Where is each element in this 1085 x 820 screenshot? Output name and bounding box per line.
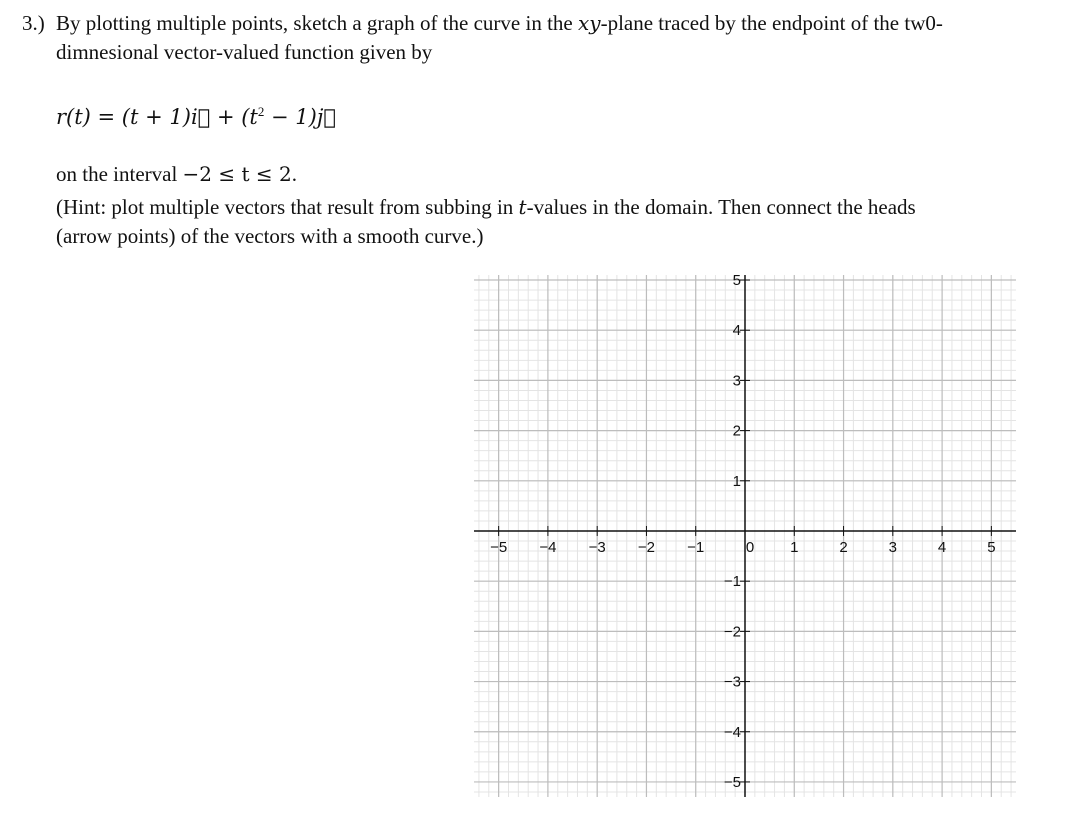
interval-line (56, 161, 297, 187)
j-unit-vector: j⃗ (316, 105, 336, 129)
hint-line-2: (arrow points) of the vectors with a smooth curve.) (56, 224, 484, 248)
x-tick-label: 3 (888, 538, 897, 556)
x-tick-label: 5 (987, 538, 996, 556)
y-tick-label: 1 (732, 472, 741, 490)
x-tick-label: −5 (490, 538, 508, 556)
y-tick-label: −4 (723, 723, 741, 741)
formula-tail: − 1) (264, 105, 317, 129)
hint-line-1 (56, 194, 916, 220)
formula-exponent: 2 (257, 104, 265, 119)
hint-line-1-start: (Hint: plot multiple vectors that result from subbing in (56, 195, 519, 219)
interval-end: . (291, 162, 297, 186)
y-tick-label: 3 (732, 372, 741, 390)
y-tick-label: −1 (723, 573, 741, 591)
problem-line-1-start: By plotting multiple points, sketch a graph of the curve in the (56, 11, 578, 35)
y-tick-label: 5 (732, 275, 741, 290)
x-tick-label: 1 (790, 538, 799, 556)
x-tick-label: −3 (588, 538, 606, 556)
problem-line-2: dimnesional vector-valued function given by (56, 40, 433, 64)
x-tick-label: −2 (637, 538, 656, 556)
formula-lhs: r(t) = (t + 1) (56, 105, 191, 129)
xy-variable: xy (578, 11, 601, 35)
y-tick-label: 2 (732, 422, 741, 440)
hint-line-1-end: -values in the domain. Then connect the heads (526, 195, 916, 219)
problem-number: 3.) (22, 11, 45, 35)
x-tick-label: −1 (687, 538, 705, 556)
tick-labels (490, 275, 995, 791)
x-tick-label: 2 (839, 538, 848, 556)
x-tick-label: −4 (539, 538, 557, 556)
i-unit-vector: i⃗ (190, 105, 211, 129)
t-variable: t (518, 195, 527, 219)
y-tick-label: −5 (723, 773, 741, 791)
coordinate-grid[interactable] (474, 275, 1016, 797)
axes (474, 275, 1016, 797)
formula-mid: + (t (210, 105, 258, 129)
problem-line-1 (56, 10, 943, 36)
interval-text: on the interval (56, 162, 183, 186)
x-tick-label: 0 (745, 538, 755, 556)
y-tick-label: −2 (723, 623, 741, 641)
y-tick-label: 4 (732, 322, 741, 340)
vector-function-formula (56, 98, 336, 131)
problem-line-1-end: -plane traced by the endpoint of the tw0- (600, 11, 943, 35)
y-tick-label: −3 (723, 673, 741, 691)
interval-math: −2 ≤ t ≤ 2 (182, 162, 292, 186)
x-tick-label: 4 (937, 538, 947, 556)
